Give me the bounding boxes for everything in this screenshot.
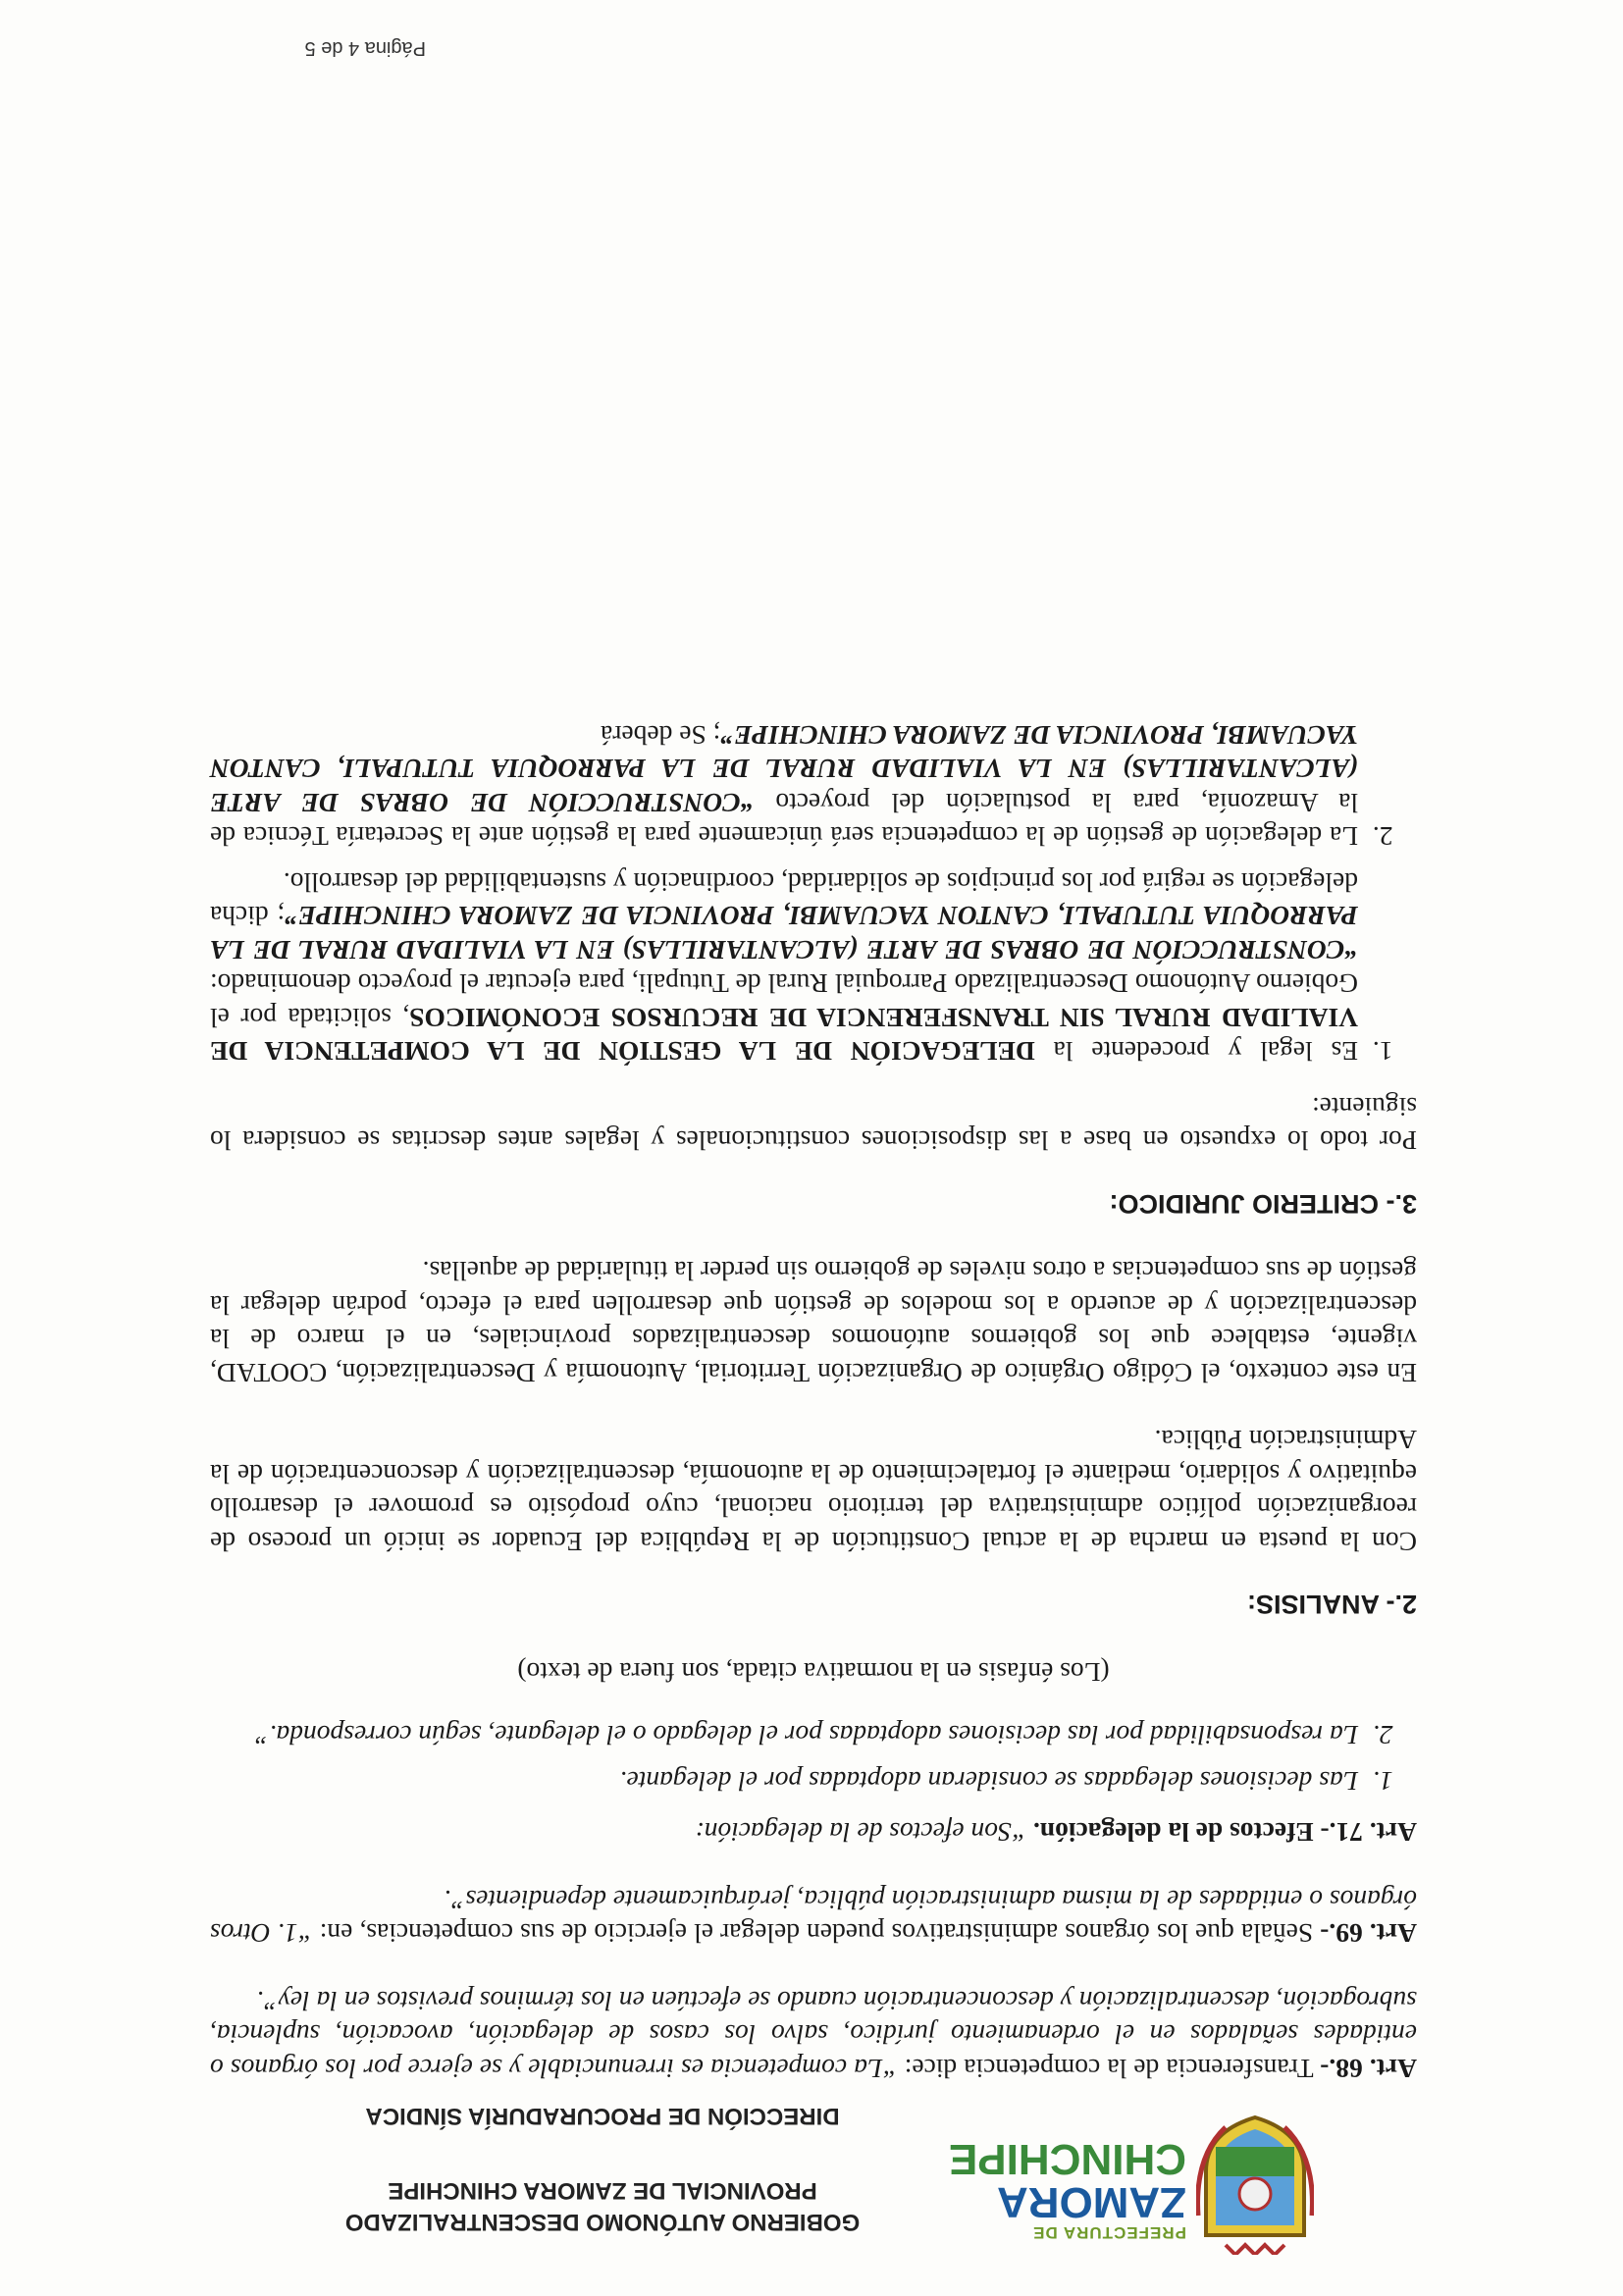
list-item: 1. Las decisiones delegadas se consideran adoptadas por el delegante. — [210, 1764, 1366, 1799]
provincial-coat-of-arms-icon — [1196, 2113, 1314, 2255]
page-number: Página 4 de 5 — [304, 37, 426, 59]
brand-name — [948, 2135, 1186, 2226]
brand-name-line2: CHINCHIPE — [948, 2135, 1186, 2183]
criterio-1-project-name: “CONSTRUCCIÓN DE OBRAS DE ARTE (ALCANTARILLAS) EN LA VIALIDAD RURAL DE LA PARROQUIA TUTUPALI, CANTON YACUAMBI, PROVINCIA DE ZAMORA CHINCHIPE” — [210, 901, 1358, 965]
article-69-label: Art. 69.- — [1320, 1918, 1417, 1950]
brand-name-line1: ZAMORA — [996, 2178, 1186, 2226]
criterio-2-text-c: ; Se deberá — [601, 720, 721, 751]
article-69 — [210, 1883, 1417, 1951]
criterio-1-text-a: Es legal y procedente la — [1034, 1036, 1358, 1068]
criterio-1-text-c: , solicitada por el Gobierno Autónomo Descentralizado Parroquial Rural de Tutupali, para ejecutar el proyecto denominado: — [210, 968, 1358, 1033]
analisis-paragraph-2: En este contexto, el Código Orgánico de Organización Territorial, Autonomía y Descentralización, COOTAD, vigente, establece que los gobiernos autónomos descentralizados provinciales, en el marco de la descentralización y de acuerdo a los modelos de gestión que desarrollen para el efecto, podrán delegar la gestión de sus competencias a otros niveles de gobierno sin perder la titularidad de aquellas. — [210, 1256, 1417, 1388]
article-71-list — [210, 1718, 1417, 1798]
criterio-1-text-e: ; dicha delegación se regirá por los principios de solidaridad, coordinación y sustentabilidad del desarrollo. — [210, 867, 1358, 932]
analisis-paragraph-1: Con la puesta en marcha de la actual Constitución de la República del Ecuador se inició un proceso de reorganización político administrativa del territorio nacional, cuyo propósito es promover el desarrollo equitativo y solidario, mediante el fortalecimiento de la autonomía, descentralización y desconcentración de la Administración Pública. — [210, 1425, 1417, 1557]
list-item: 2. La responsabilidad por las decisiones adoptadas por el delegado o el delegante, según corresponda.” — [210, 1718, 1366, 1752]
institution-line2: PROVINCIAL DE ZAMORA CHINCHIPE — [388, 2177, 817, 2204]
emphasis-note: (Los énfasis en la normativa citada, son fuera de texto) — [517, 1657, 1110, 1688]
article-71-intro: “Son efectos de la delegación: — [695, 1817, 1033, 1849]
article-71 — [210, 1815, 1417, 1850]
article-68-label: Art. 68.- — [1320, 2054, 1417, 2084]
institution-line1: GOBIERNO AUTÓNOMO DESCENTRALIZADO — [344, 2209, 861, 2235]
institution-title — [249, 2100, 956, 2237]
section-heading-criterio: 3.- CRITERIO JURIDICO: — [1109, 1189, 1417, 1219]
criterio-intro: Por todo lo expuesto en base a las disposiciones constitucionales y legales antes descritas se considera lo siguiente: — [210, 1092, 1417, 1157]
article-68 — [210, 1984, 1417, 2086]
brand-prefix: PREFECTURA DE — [1032, 2223, 1186, 2242]
document-body — [210, 689, 1417, 2086]
criterio-1-text-b: DELEGACIÓN DE LA GESTIÓN DE LA COMPETENCIA DE VIALIDAD RURAL SIN TRANSFERENCIA DE RECURSOS ECONÓMICOS — [210, 1003, 1358, 1068]
article-69-intro: Señala que los órganos administrativos pueden delegar el ejercicio de sus competencias, en: — [312, 1918, 1321, 1950]
list-item — [210, 718, 1366, 854]
list-item — [210, 865, 1366, 1069]
department-title: DIRECCIÓN DE PROCURADURÍA SÍNDICA — [365, 2103, 840, 2129]
criterio-2-project-name: “CONSTRUCCIÓN DE OBRAS DE ARTE (ALCANTARILLAS) EN LA VIALIDAD RURAL DE LA PARROQUIA TUTUPALI, CANTON YACUAMBI, PROVINCIA DE ZAMORA CHINCHIPE” — [210, 720, 1358, 818]
article-68-quote: “La competencia es irrenunciable y se ejerce por los órganos o entidades señalados en el ordenamiento jurídico, salvo los casos de delegación, avocación, suplencia, subrogación, descentralización y desconcentración cuando se efectúen en los términos previstos en la ley”. — [210, 1986, 1417, 2084]
criterio-2-text-a: La delegación de gestión de la competencia será únicamente para la gestión ante la Secretaría Técnica de la Amazonía, para la postulación del proyecto — [210, 788, 1358, 853]
letterhead — [0, 2100, 1623, 2296]
article-69-quote: “1. Otros órganos o entidades de la misma administración pública, jerárquicamente dependientes”. — [210, 1885, 1417, 1950]
criterio-list — [210, 718, 1417, 1069]
article-68-intro: Transferencia de la competencia dice: — [897, 2054, 1314, 2084]
article-71-label: Art. 71.- Efectos de la delegación. — [1032, 1817, 1417, 1849]
section-heading-analisis: 2.- ANALISIS: — [1246, 1590, 1417, 1620]
